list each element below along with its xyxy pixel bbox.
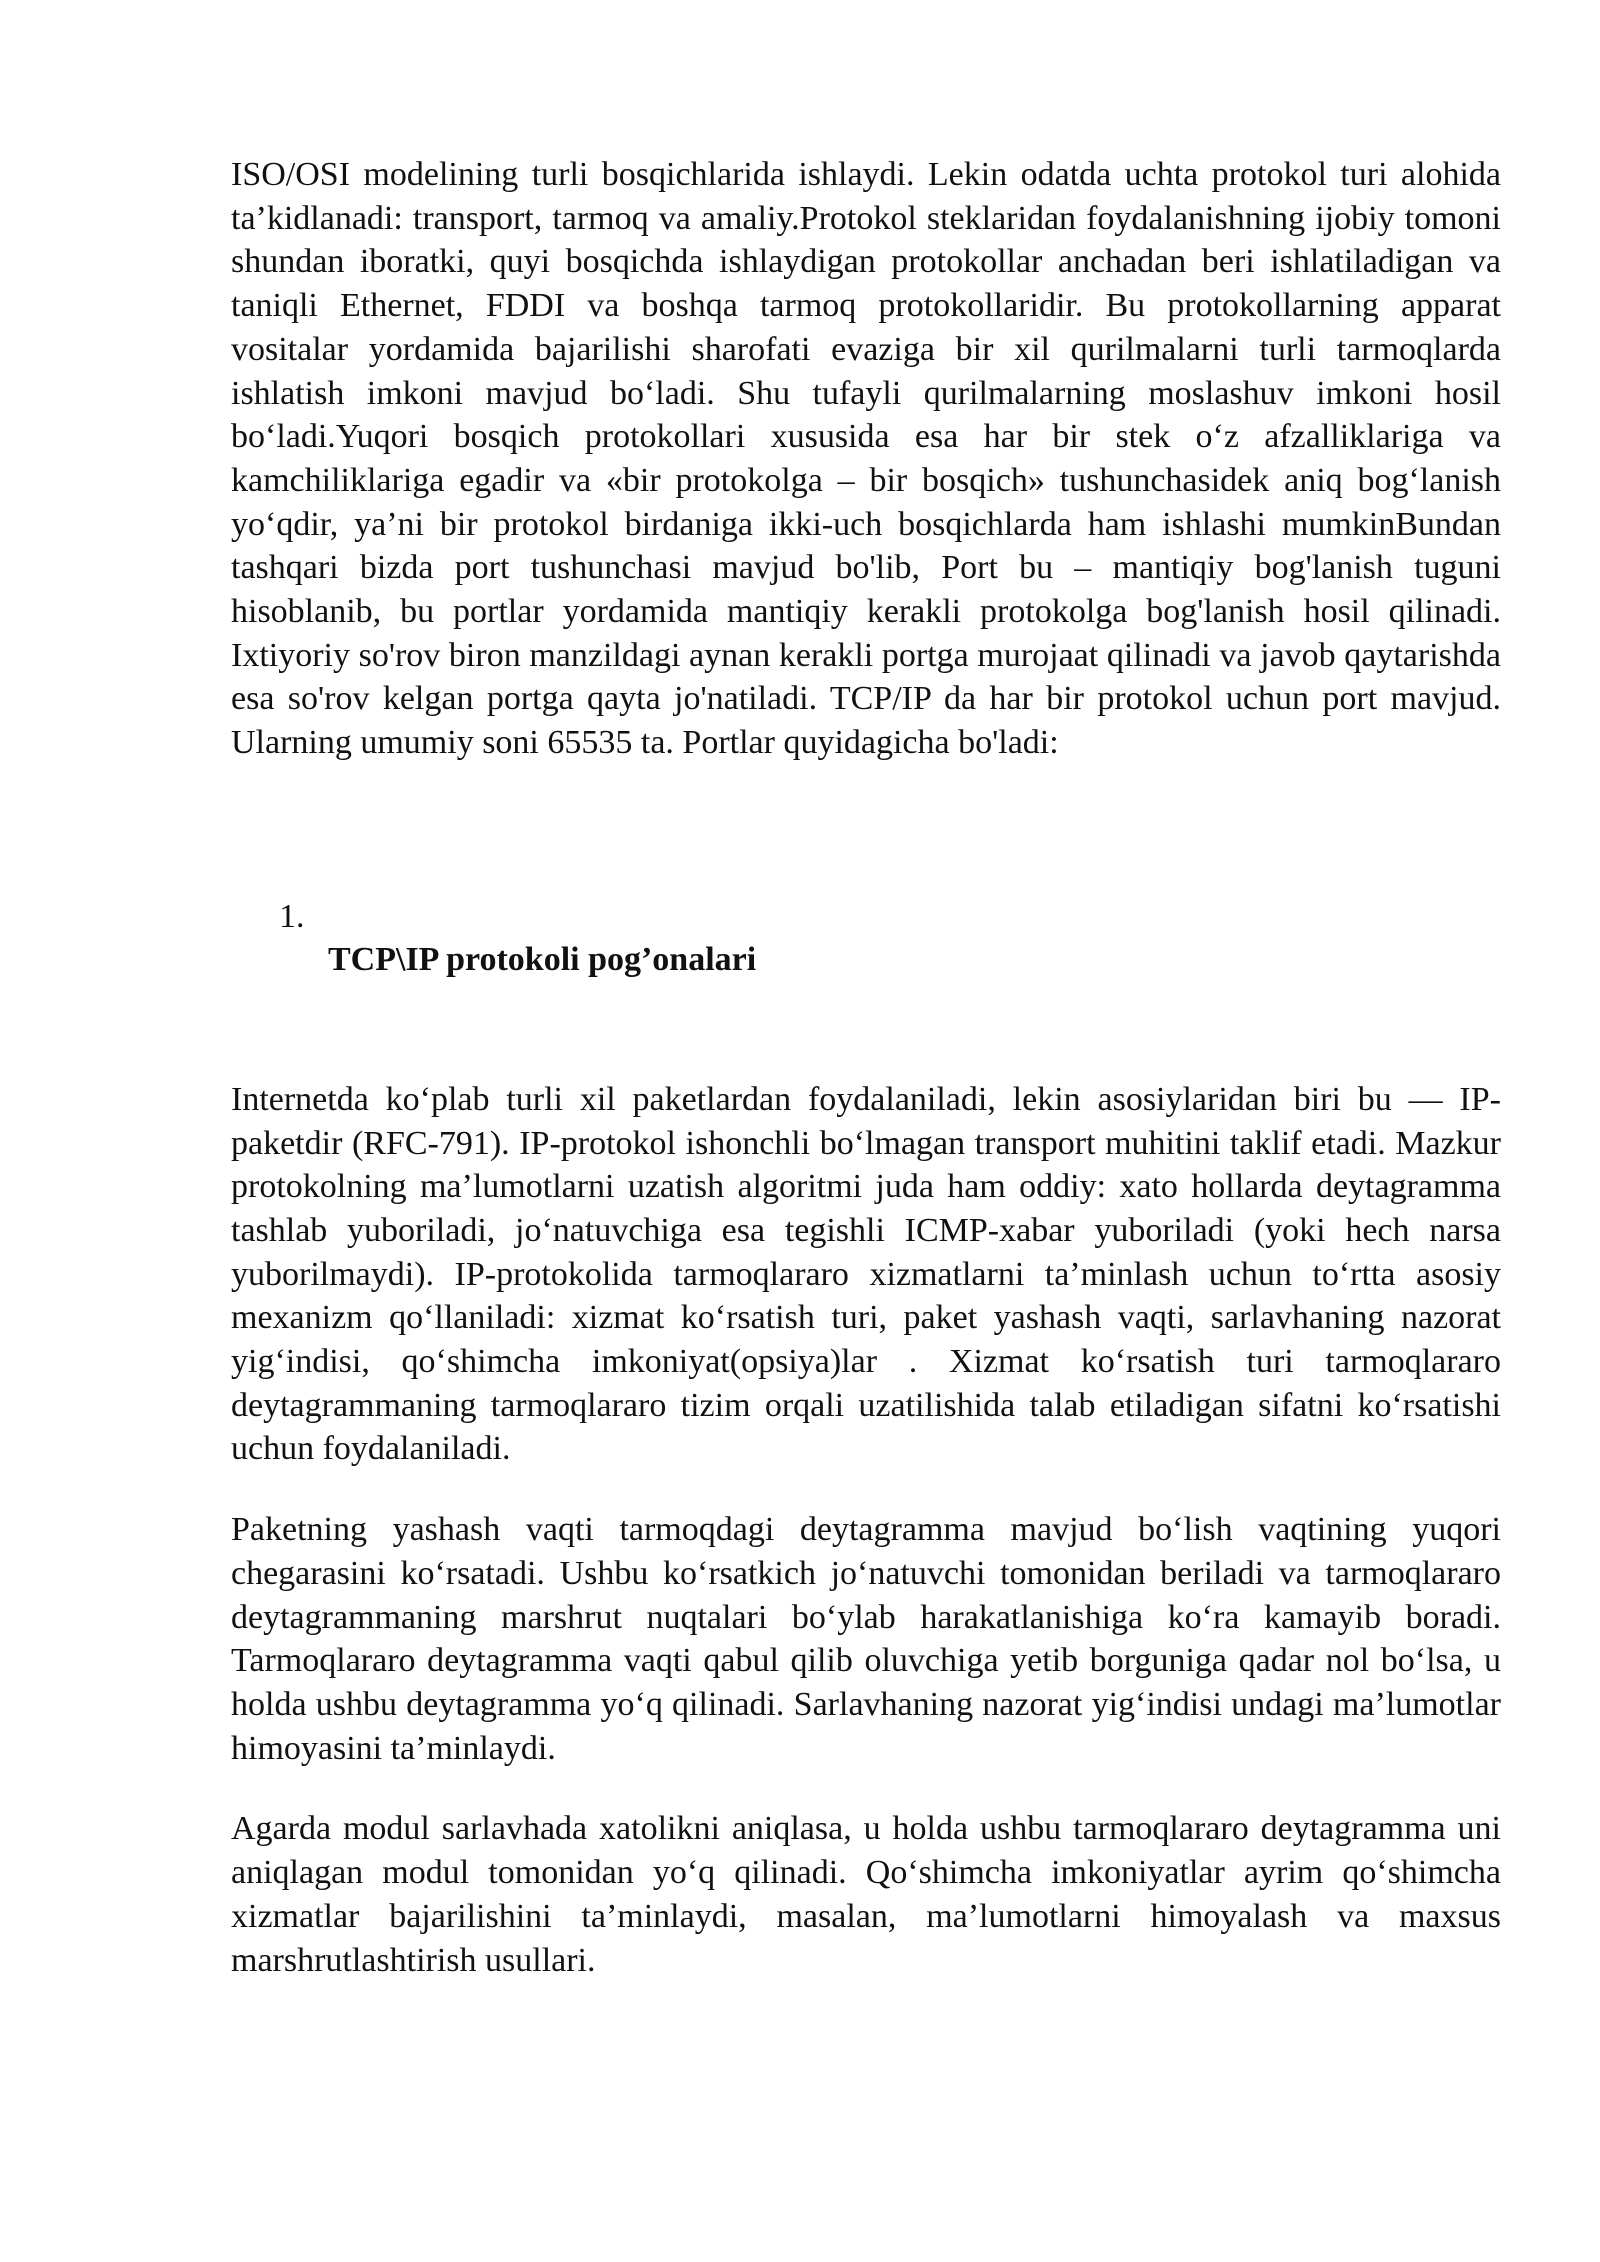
paragraph-checksum-options: Agarda modul sarlavhada xatolikni aniqlasa, u holda ushbu tarmoqlararo deytagramma uni aniqlagan modul tomonidan yo‘q qilinadi. Qo‘shimcha imkoniyatlar ayrim qo‘shimcha xizmatlar bajarilishini ta’minlaydi, masalan, ma’lumotlarni himoyalash va maxsus marshrutlashtirish usullari.: [231, 1810, 1501, 1979]
document-body: [231, 153, 1501, 1982]
numbered-section: [231, 895, 1501, 981]
list-number: 1.: [279, 897, 305, 935]
paragraph-intro: ISO/OSI modelining turli bosqichlarida ishlaydi. Lekin odatda uchta protokol turi alohida ta’kidlanadi: transport, tarmoq va amaliy.Protokol steklaridan foydalanishning ijobiy tomoni shundan iboratki, quyi bosqichda ishlaydigan protokollar anchadan beri ishlatiladigan va taniqli Ethernet, FDDI va boshqa tarmoq protokollaridir. Bu protokollarning apparat vositalar yordamida bajarilishi sharofati evaziga bir xil qurilmalarni turli tarmoqlarda ishlatish imkoni mavjud bo‘ladi. Shu tufayli qurilmalarning moslashuv imkoni hosil bo‘ladi.Yuqori bosqich protokollari xususida esa har bir stek o‘z afzalliklariga va kamchiliklariga egadir va «bir protokolga – bir bosqich» tushunchasidek aniq bog‘lanish yo‘qdir, ya’ni bir protokol birdaniga ikki-uch bosqichlarda ham ishlashi mumkinBundan tashqari bizda port tushunchasi mavjud bo'lib, Port bu – mantiqiy bog'lanish tuguni hisoblanib, bu portlar yordamida mantiqiy kerakli protokolga bog'lanish hosil qilinadi. Ixtiyoriy so'rov biron manzildagi aynan kerakli portga murojaat qilinadi va javob qaytarishda esa so'rov kelgan portga qayta jo'natiladi. TCP/IP da har bir protokol uchun port mavjud. Ularning umumiy soni 65535 ta. Portlar quyidagicha bo'ladi:: [231, 156, 1501, 762]
paragraph-ttl: Paketning yashash vaqti tarmoqdagi deytagramma mavjud bo‘lish vaqtining yuqori chegarasini ko‘rsatadi. Ushbu ko‘rsatkich jo‘natuvchi tomonidan beriladi va tarmoqlararo deytagrammaning marshrut nuqtalari bo‘ylab harakatlanishiga ko‘ra kamayib boradi. Tarmoqlararo deytagramma vaqti qabul qilib oluvchiga yetib borguniga qadar nol bo‘lsa, u holda ushbu deytagramma yo‘q qilinadi. Sarlavhaning nazorat yig‘indisi undagi ma’lumotlar himoyasini ta’minlaydi.: [231, 1511, 1501, 1767]
paragraph-ip-packet: Internetda ko‘plab turli xil paketlardan foydalaniladi, lekin asosiylaridan biri bu — IP-paketdir (RFC-791). IP-protokol ishonchli bo‘lmagan transport muhitini taklif etadi. Mazkur protokolning ma’lumotlarni uzatish algoritmi juda ham oddiy: xato hollarda deytagramma tashlab yuboriladi, jo‘natuvchiga esa tegishli ICMP-xabar yuboriladi (yoki hech narsa yuborilmaydi). IP-protokolida tarmoqlararo xizmatlarni ta’minlash uchun to‘rtta asosiy mexanizm qo‘llaniladi: xizmat ko‘rsatish turi, paket yashash vaqti, sarlavhaning nazorat yig‘indisi, qo‘shimcha imkoniyat(opsiya)lar . Xizmat ko‘rsatish turi tarmoqlararo deytagrammaning tarmoqlararo tizim orqali uzatilishida talab etiladigan sifatni ko‘rsatishi uchun foydalaniladi.: [231, 1080, 1501, 1468]
section-heading: TCP\IP protokoli pog’onalari: [328, 940, 757, 978]
